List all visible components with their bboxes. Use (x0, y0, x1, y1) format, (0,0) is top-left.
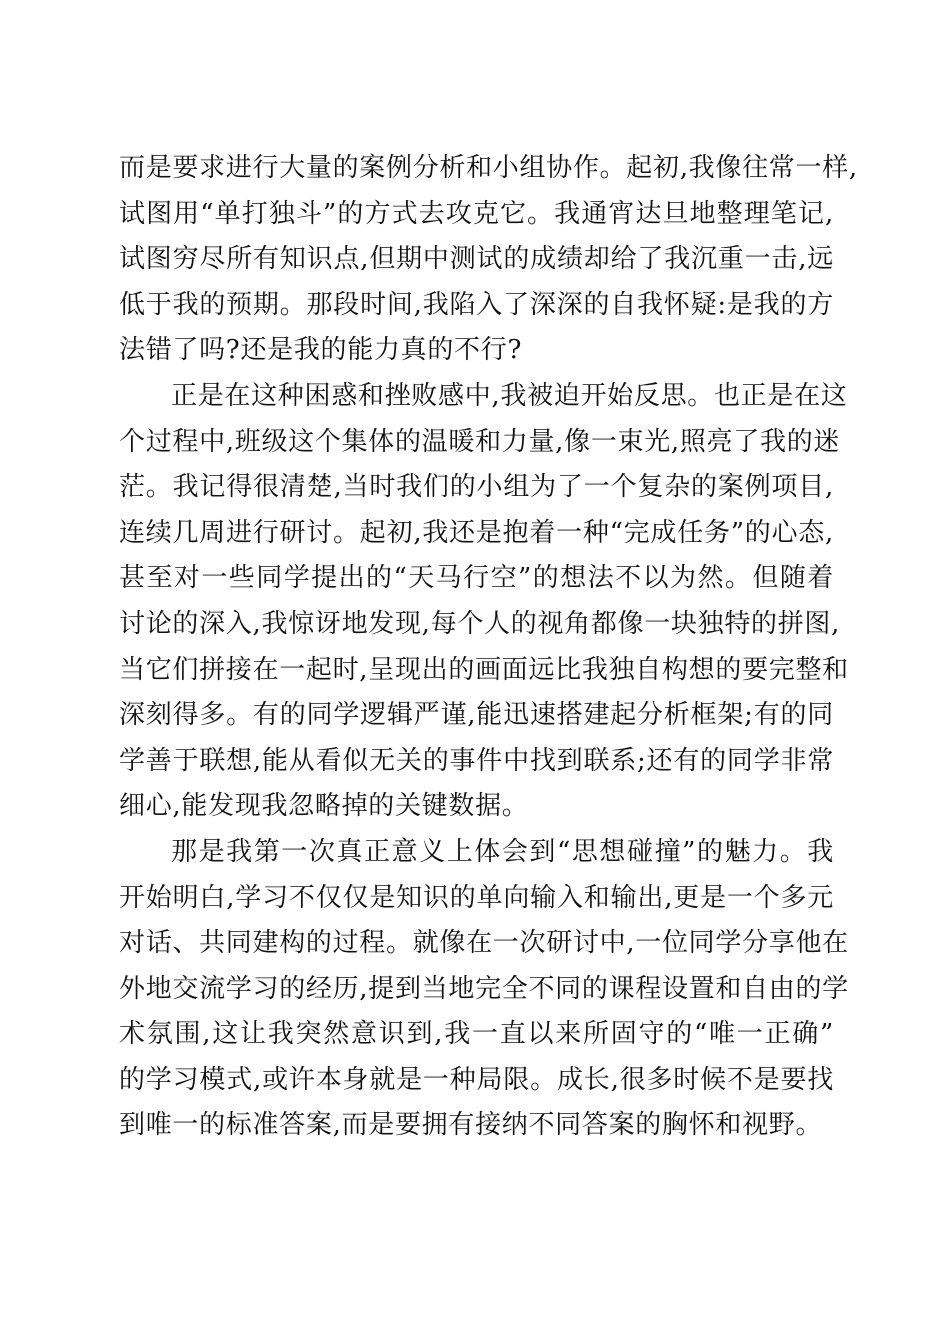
text-line: 而是要求进行大量的案例分析和小组协作。起初,我像往常一样, (119, 153, 858, 183)
text-line: 甚至对一些同学提出的“天马行空”的想法不以为然。但随着 (119, 563, 834, 594)
text-line: 开始明白,学习不仅仅是知识的单向输入和输出,更是一个多元 (119, 882, 834, 913)
text-line: 试图穷尽所有知识点,但期中测试的成绩却给了我沉重一击,远 (119, 244, 834, 275)
paragraph-3 (119, 830, 849, 1149)
text-line: 正是在这种困惑和挫败感中,我被迫开始反思。也正是在这 (171, 380, 848, 411)
text-line: 的学习模式,或许本身就是一种局限。成长,很多时候不是要找 (119, 1064, 834, 1095)
paragraph-2 (119, 374, 849, 830)
text-line: 连续几周进行研讨。起初,我还是抱着一种“完成任务”的心态, (119, 517, 834, 548)
text-line: 个过程中,班级这个集体的温暖和力量,像一束光,照亮了我的迷 (119, 426, 841, 457)
text-line: 外地交流学习的经历,提到当地完全不同的课程设置和自由的学 (119, 973, 849, 1004)
document-body (119, 146, 858, 1149)
text-line: 低于我的预期。那段时间,我陷入了深深的自我怀疑:是我的方 (119, 289, 834, 320)
text-line: 到唯一的标准答案,而是要拥有接纳不同答案的胸怀和视野。 (119, 1110, 823, 1141)
text-line: 学善于联想,能从看似无关的事件中找到联系;还有的同学非常 (119, 745, 834, 776)
paragraph-1 (119, 146, 858, 374)
text-line: 术氛围,这让我突然意识到,我一直以来所固守的“唯一正确” (119, 1019, 834, 1050)
text-line: 深刻得多。有的同学逻辑严谨,能迅速搭建起分析框架;有的同 (119, 700, 834, 731)
text-line: 法错了吗?还是我的能力真的不行? (119, 335, 523, 366)
text-line: 茫。我记得很清楚,当时我们的小组为了一个复杂的案例项目, (119, 472, 834, 503)
text-line: 那是我第一次真正意义上体会到“思想碰撞”的魅力。我 (171, 836, 834, 867)
text-line: 讨论的深入,我惊讶地发现,每个人的视角都像一块独特的拼图, (119, 608, 841, 639)
text-line: 试图用“单打独斗”的方式去攻克它。我通宵达旦地整理笔记, (119, 198, 834, 229)
text-line: 对话、共同建构的过程。就像在一次研讨中,一位同学分享他在 (119, 928, 849, 959)
text-line: 当它们拼接在一起时,呈现出的画面远比我独自构想的要完整和 (119, 654, 849, 685)
text-line: 细心,能发现我忽略掉的关键数据。 (119, 791, 529, 822)
